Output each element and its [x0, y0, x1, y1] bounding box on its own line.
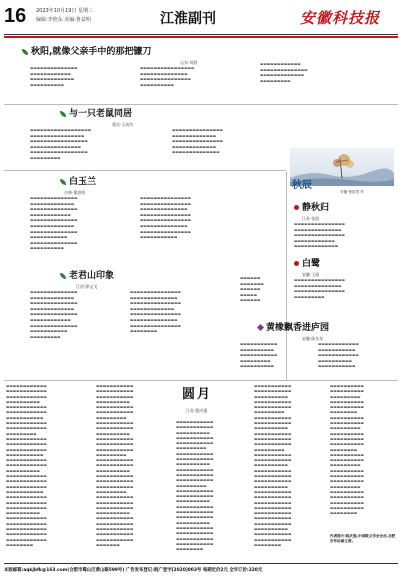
footer-info: 本版邮箱:aqkjbfk@163.com(合肥市蜀山区黄山路599号) 广告发布登记:皖广登字[2020]003号 每期定价2元 全年订价:220元 — [4, 568, 263, 573]
poem-5-col: ▬▬▬▬▬▬▬▬▬▬▬▬▬▬▬ ▬▬▬▬▬▬▬▬▬▬▬▬▬▬ ▬▬▬▬▬▬▬▬▬▬▬▬▬▬▬ ▬▬▬▬▬▬▬▬▬▬▬▬ ▬▬▬▬▬▬▬▬▬▬▬▬▬ — [294, 222, 345, 249]
newspaper-logo: 安徽科技报 — [300, 9, 381, 27]
painting-title: 秋辰 — [292, 180, 312, 191]
poem-3-title: 白玉兰 — [60, 174, 96, 187]
poem-6-title: 白鹭 — [294, 256, 320, 269]
header-rule — [4, 34, 398, 35]
divider — [4, 170, 286, 171]
divider — [4, 104, 398, 105]
issue-date: 2023年10月19日 星期三 — [36, 8, 94, 14]
painting-caption: 安徽·程再男 作 — [340, 190, 364, 194]
poem-5-title: 静秋归 — [294, 200, 329, 213]
divider — [4, 380, 398, 381]
author-note: 作者简介:程庆强,中国散文学会会员,合肥市作协副主席。 — [330, 534, 396, 544]
bullet-icon — [294, 205, 299, 210]
leaf-icon — [60, 111, 66, 117]
poem-2-title: 与一只老鼠同居 — [60, 106, 132, 119]
leaf-icon — [60, 273, 66, 279]
poem-2-author: 重庆·王成均 — [112, 122, 134, 127]
diamond-icon — [257, 324, 264, 331]
poem-6-extra-col: ▬▬▬▬▬▬ ▬▬▬▬▬▬▬ ▬▬▬▬▬▬ ▬▬▬▬▬ ▬▬▬▬▬▬ — [240, 276, 264, 303]
poem-1-title: 秋阳,就像父亲手中的那把镰刀 — [22, 44, 151, 57]
poem-1-author: 山东·刘群 — [180, 60, 198, 65]
poem-2-col-2: ▬▬▬▬▬▬▬▬▬▬▬▬▬▬▬ ▬▬▬▬▬▬▬▬▬▬▬▬▬ ▬▬▬▬▬▬▬▬▬▬▬▬▬▬▬ ▬▬▬▬▬▬▬▬▬▬▬▬▬ ▬▬▬▬▬▬▬▬▬▬▬▬▬▬ — [172, 128, 223, 155]
poem-6-col: ▬▬▬▬▬▬▬▬▬▬▬▬▬▬▬ ▬▬▬▬▬▬▬▬▬▬▬▬▬▬ ▬▬▬▬▬▬▬▬▬▬▬▬▬▬▬ ▬▬▬▬▬▬▬▬▬ — [294, 278, 345, 299]
leaf-icon — [60, 179, 66, 185]
poem-4-col-1: ▬▬▬▬▬▬▬▬▬▬▬▬▬▬ ▬▬▬▬▬▬▬▬▬▬▬▬▬ ▬▬▬▬▬▬▬▬▬▬▬▬▬▬ ▬▬▬▬▬▬▬▬▬▬▬▬▬ ▬▬▬▬▬▬▬▬▬▬▬▬▬▬ ▬▬▬▬▬▬▬▬▬▬▬▬ ▬▬▬▬▬▬▬▬▬▬▬▬▬▬ ▬▬▬▬▬▬▬▬▬▬▬ ▬▬▬▬▬▬▬▬▬ — [30, 290, 78, 339]
essay-col-5: ▬▬▬▬▬▬▬▬▬▬ ▬▬▬▬▬▬▬▬▬▬ ▬▬▬▬▬▬▬▬▬ ▬▬▬▬▬▬▬▬▬▬ ▬▬▬▬▬▬▬▬▬▬ ▬▬▬▬▬▬▬▬ ▬▬▬▬▬▬▬▬▬▬ ▬▬▬▬▬▬▬▬▬▬ ▬▬▬▬▬▬▬▬▬ ▬▬▬▬▬▬▬▬▬▬ ▬▬▬▬▬▬▬▬▬▬ ▬▬▬▬▬▬▬▬▬▬ ▬▬▬▬▬▬▬▬ ▬▬▬▬▬▬▬▬▬▬ ▬▬▬▬▬▬▬▬▬▬ ▬▬▬▬▬▬▬▬▬ ▬▬▬▬▬▬▬▬▬▬ ▬▬▬▬▬▬▬▬▬▬ ▬▬▬▬▬▬▬▬▬▬ ▬▬▬▬▬▬▬▬▬ ▬▬▬▬▬▬▬▬▬▬ ▬▬▬▬▬▬▬▬▬▬ ▬▬▬▬▬▬▬▬▬▬ ▬▬▬▬▬▬▬▬▬▬ ▬▬▬▬▬▬▬▬ — [330, 384, 364, 516]
poem-4-author: 江西·徐文飞 — [76, 284, 98, 289]
essay-author: 江苏·程庆强 — [186, 408, 208, 413]
poem-7-col-1: ▬▬▬▬▬▬▬▬▬▬▬ ▬▬▬▬▬▬▬▬▬▬ ▬▬▬▬▬▬▬▬▬▬▬ ▬▬▬▬▬▬▬▬▬ ▬▬▬▬▬▬▬▬▬▬ — [240, 342, 278, 369]
leaf-icon — [22, 49, 28, 55]
poem-4-col-2: ▬▬▬▬▬▬▬▬▬▬▬▬▬▬▬ ▬▬▬▬▬▬▬▬▬▬▬▬▬▬ ▬▬▬▬▬▬▬▬▬▬▬▬▬▬▬ ▬▬▬▬▬▬▬▬▬▬▬▬▬ ▬▬▬▬▬▬▬▬▬▬▬▬▬▬▬ ▬▬▬▬▬▬▬▬▬▬▬▬▬▬ ▬▬▬▬▬▬▬▬▬▬▬▬▬▬▬ ▬▬▬▬▬▬▬▬ — [130, 290, 181, 334]
page-number: 16 — [4, 5, 27, 27]
editor-credit: 编辑:李艳东 美编:鲁益明 — [36, 17, 91, 23]
header-stripe — [4, 36, 398, 38]
poem-3-col-1: ▬▬▬▬▬▬▬▬▬▬▬▬▬▬ ▬▬▬▬▬▬▬▬▬▬▬▬▬ ▬▬▬▬▬▬▬▬▬▬▬▬▬▬ ▬▬▬▬▬▬▬▬▬▬▬▬ ▬▬▬▬▬▬▬▬▬▬▬▬▬▬ ▬▬▬▬▬▬▬▬▬▬▬▬▬ ▬▬▬▬▬▬▬▬▬▬▬▬▬▬ ▬▬▬▬▬▬▬▬▬▬▬ ▬▬▬▬▬▬▬▬▬▬▬▬▬▬ ▬▬▬▬▬▬▬▬▬▬ — [30, 196, 78, 251]
footer-rule — [4, 563, 398, 564]
poem-1-col-3: ▬▬▬▬▬▬▬▬▬▬▬▬ ▬▬▬▬▬▬▬▬▬▬▬▬▬▬ ▬▬▬▬▬▬▬▬▬▬▬▬▬ ▬▬▬▬▬▬▬▬▬ — [260, 62, 308, 83]
poem-1-col-1: ▬▬▬▬▬▬▬▬▬▬▬▬▬▬ ▬▬▬▬▬▬▬▬▬▬▬▬ ▬▬▬▬▬▬▬▬▬▬▬▬▬ ▬▬▬▬▬▬▬▬▬▬ — [30, 66, 78, 87]
poem-1-col-2: ▬▬▬▬▬▬▬▬▬▬▬▬▬▬▬▬ ▬▬▬▬▬▬▬▬▬▬▬▬▬▬ ▬▬▬▬▬▬▬▬▬▬▬▬▬▬▬ ▬▬▬▬▬▬▬▬▬▬ — [140, 66, 195, 87]
poem-4-title: 老君山印象 — [60, 268, 114, 281]
essay-col-2: ▬▬▬▬▬▬▬▬▬▬▬ ▬▬▬▬▬▬▬▬▬▬▬ ▬▬▬▬▬▬▬▬▬▬▬ ▬▬▬▬▬▬▬▬▬▬ ▬▬▬▬▬▬▬▬▬▬▬ ▬▬▬▬▬▬▬▬▬▬▬ ▬▬▬▬▬▬▬▬▬ ▬▬▬▬▬▬▬▬▬▬▬ ▬▬▬▬▬▬▬▬▬▬▬ ▬▬▬▬▬▬▬▬▬▬ ▬▬▬▬▬▬▬▬▬▬▬ ▬▬▬▬▬▬▬▬▬▬▬ ▬▬▬▬▬▬▬▬▬▬▬ ▬▬▬▬▬▬▬▬▬ ▬▬▬▬▬▬▬▬▬▬▬ ▬▬▬▬▬▬▬▬▬▬▬ ▬▬▬▬▬▬▬▬▬▬ ▬▬▬▬▬▬▬▬▬▬▬ ▬▬▬▬▬▬▬▬▬▬▬ ▬▬▬▬▬▬▬▬▬▬▬ ▬▬▬▬▬▬▬▬▬ ▬▬▬▬▬▬▬▬▬▬▬ ▬▬▬▬▬▬▬▬▬▬▬ ▬▬▬▬▬▬▬▬▬▬▬ ▬▬▬▬▬▬▬▬▬▬ ▬▬▬▬▬▬▬▬▬▬▬ ▬▬▬▬▬▬▬▬▬▬▬ ▬▬▬▬▬▬▬▬▬▬▬ ▬▬▬▬▬▬▬▬▬▬▬ ▬▬▬▬▬▬▬▬▬▬▬ ▬▬▬▬▬▬▬ — [96, 384, 134, 547]
poem-2-col-1: ▬▬▬▬▬▬▬▬▬▬▬▬▬▬▬▬▬▬ ▬▬▬▬▬▬▬▬▬▬▬▬▬▬▬▬ ▬▬▬▬▬▬▬▬▬▬▬▬▬▬▬▬▬ ▬▬▬▬▬▬▬▬▬▬▬▬▬▬▬ ▬▬▬▬▬▬▬▬▬▬▬▬▬▬▬▬▬ ▬▬▬▬▬▬▬▬▬ — [30, 128, 92, 160]
poem-7-author: 安徽·陈东东 — [302, 336, 324, 341]
poem-3-author: 吉林·董思明 — [64, 190, 86, 195]
essay-col-3: ▬▬▬▬▬▬▬▬▬▬▬ ▬▬▬▬▬▬▬▬▬▬▬ ▬▬▬▬▬▬▬▬▬▬ ▬▬▬▬▬▬▬▬▬▬▬ ▬▬▬▬▬▬▬▬▬▬▬ ▬▬▬▬▬▬▬▬▬ ▬▬▬▬▬▬▬▬▬▬▬ ▬▬▬▬▬▬▬▬▬▬▬ ▬▬▬▬▬▬▬▬▬▬ ▬▬▬▬▬▬▬▬▬▬▬ ▬▬▬▬▬▬▬▬▬▬▬ ▬▬▬▬▬▬▬▬▬▬▬ ▬▬▬▬▬▬▬▬▬ ▬▬▬▬▬▬▬▬▬▬▬ ▬▬▬▬▬▬▬▬▬▬▬ ▬▬▬▬▬▬▬▬▬▬ ▬▬▬▬▬▬▬▬▬▬▬ ▬▬▬▬▬▬▬▬▬▬▬ ▬▬▬▬▬▬▬▬▬▬▬ ▬▬▬▬▬▬▬▬▬▬ ▬▬▬▬▬▬▬▬▬▬▬ ▬▬▬▬▬▬▬▬▬▬▬ ▬▬▬▬▬▬▬▬▬▬▬ ▬▬▬▬▬▬▬▬▬▬▬ ▬▬▬▬▬▬▬▬ — [176, 420, 214, 552]
section-title: 江淮副刊 — [160, 11, 216, 27]
essay-title: 圆月 — [182, 387, 213, 402]
poem-3-col-2: ▬▬▬▬▬▬▬▬▬▬▬▬▬▬▬ ▬▬▬▬▬▬▬▬▬▬▬▬▬▬▬ ▬▬▬▬▬▬▬▬▬▬▬▬▬▬ ▬▬▬▬▬▬▬▬▬▬▬▬▬▬▬ ▬▬▬▬▬▬▬▬▬▬▬▬▬▬▬ ▬▬▬▬▬▬▬▬▬▬▬▬▬▬ ▬▬▬▬▬▬▬▬▬▬▬▬▬▬▬ ▬▬▬▬▬▬▬▬▬▬▬ — [140, 196, 191, 240]
poem-7-col-2: ▬▬▬▬▬▬▬▬▬▬▬▬ ▬▬▬▬▬▬▬▬▬▬▬ ▬▬▬▬▬▬▬▬▬▬▬▬ ▬▬▬▬▬▬▬▬▬▬ ▬▬▬▬▬▬▬▬▬▬▬ — [318, 342, 359, 369]
essay-col-4: ▬▬▬▬▬▬▬▬▬▬▬ ▬▬▬▬▬▬▬▬▬▬▬ ▬▬▬▬▬▬▬▬▬▬ ▬▬▬▬▬▬▬▬▬▬▬ ▬▬▬▬▬▬▬▬▬▬▬ ▬▬▬▬▬▬▬▬▬ ▬▬▬▬▬▬▬▬▬▬▬ ▬▬▬▬▬▬▬▬▬▬▬ ▬▬▬▬▬▬▬▬▬▬ ▬▬▬▬▬▬▬▬▬▬▬ ▬▬▬▬▬▬▬▬▬▬▬ ▬▬▬▬▬▬▬▬▬▬▬ ▬▬▬▬▬▬▬▬▬ ▬▬▬▬▬▬▬▬▬▬▬ ▬▬▬▬▬▬▬▬▬▬▬ ▬▬▬▬▬▬▬▬▬▬ ▬▬▬▬▬▬▬▬▬▬▬ ▬▬▬▬▬▬▬▬▬▬▬ ▬▬▬▬▬▬▬▬▬▬▬ ▬▬▬▬▬▬▬▬▬▬ ▬▬▬▬▬▬▬▬▬▬▬ ▬▬▬▬▬▬▬▬▬▬▬ ▬▬▬▬▬▬▬▬▬▬▬ ▬▬▬▬▬▬▬▬▬▬▬ ▬▬▬▬▬▬▬▬▬▬▬ ▬▬▬▬▬▬▬▬▬▬▬ ▬▬▬▬▬▬▬▬▬▬▬ ▬▬▬▬▬▬▬▬▬▬ ▬▬▬▬▬▬▬▬▬▬▬ ▬▬▬▬▬▬▬▬▬▬▬ ▬▬▬▬▬▬▬▬ — [254, 384, 292, 547]
bullet-icon — [294, 261, 299, 266]
poem-6-author: 安徽·王丽 — [302, 272, 320, 277]
poem-7-title: 黄橡飘香进庐园 — [258, 320, 329, 333]
essay-col-1: ▬▬▬▬▬▬▬▬▬▬▬▬ ▬▬▬▬▬▬▬▬▬▬▬▬ ▬▬▬▬▬▬▬▬▬▬▬▬ ▬▬▬▬▬▬▬▬▬▬ ▬▬▬▬▬▬▬▬▬▬▬▬ ▬▬▬▬▬▬▬▬▬▬▬▬ ▬▬▬▬▬▬▬▬▬▬▬ ▬▬▬▬▬▬▬▬▬▬▬▬ ▬▬▬▬▬▬▬▬▬▬▬▬ ▬▬▬▬▬▬▬▬▬ ▬▬▬▬▬▬▬▬▬▬▬▬ ▬▬▬▬▬▬▬▬▬▬▬▬ ▬▬▬▬▬▬▬▬▬▬▬▬ ▬▬▬▬▬▬▬▬▬▬▬ ▬▬▬▬▬▬▬▬▬▬▬▬ ▬▬▬▬▬▬▬▬▬▬▬▬ ▬▬▬▬▬▬▬▬▬▬ ▬▬▬▬▬▬▬▬▬▬▬▬ ▬▬▬▬▬▬▬▬▬▬▬▬ ▬▬▬▬▬▬▬▬▬▬▬▬ ▬▬▬▬▬▬▬▬▬▬▬ ▬▬▬▬▬▬▬▬▬▬▬▬ ▬▬▬▬▬▬▬▬▬▬▬▬ ▬▬▬▬▬▬▬▬▬▬▬▬ ▬▬▬▬▬▬▬▬▬▬ ▬▬▬▬▬▬▬▬▬▬▬▬ ▬▬▬▬▬▬▬▬▬▬▬▬ ▬▬▬▬▬▬▬▬▬▬▬▬ ▬▬▬▬▬▬▬▬▬▬▬▬ ▬▬▬▬▬▬▬▬▬▬▬▬ ▬▬▬▬▬▬▬▬ — [6, 384, 47, 547]
poem-5-author: 江苏·张凯 — [302, 216, 320, 221]
